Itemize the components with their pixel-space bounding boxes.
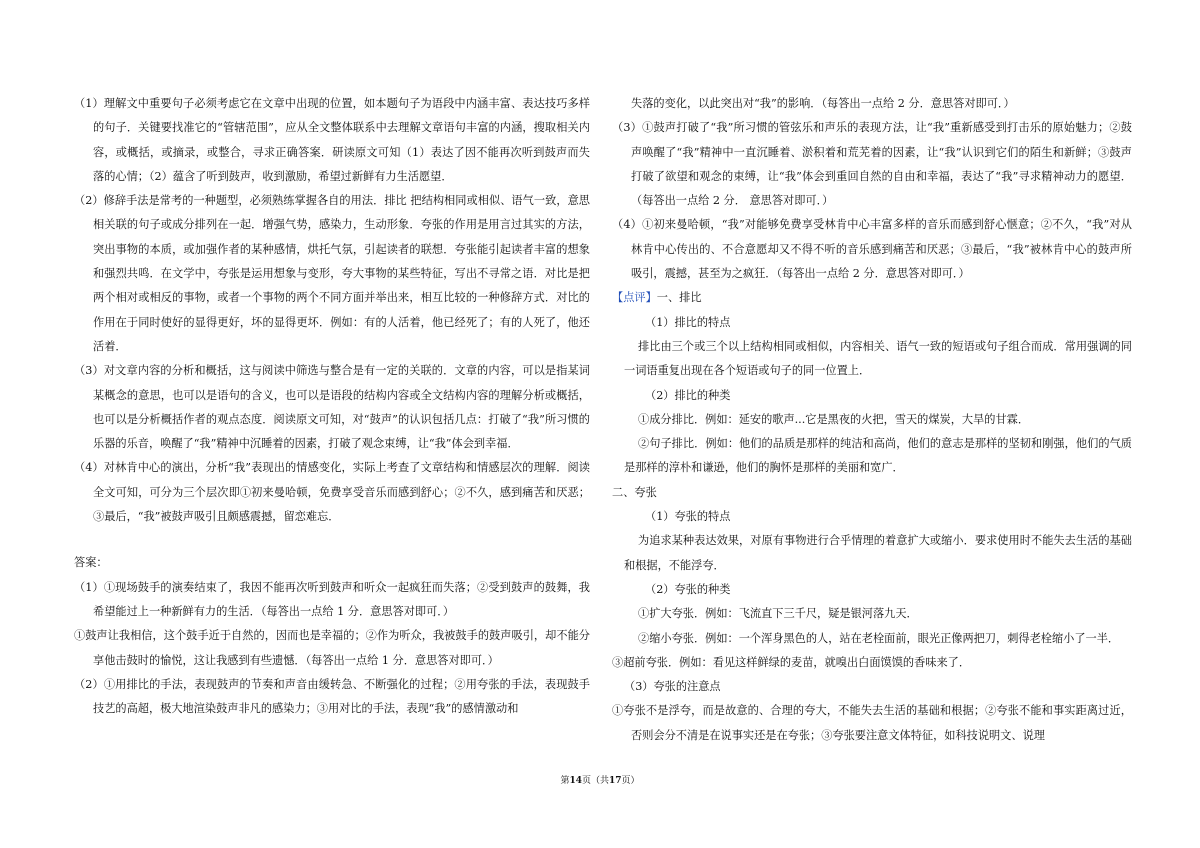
kz-feature-title: （1）夸张的特点 bbox=[645, 510, 731, 524]
answer-1b: ①鼓声让我相信，这个鼓手近于自然的，因而也是幸福的；②作为听众，我被鼓手的鼓声吸引，却不能分享他击鼓时的愉悦，这让我感到有些遗憾．（每答出一点给 1 分．意思答对即可．） bbox=[74, 629, 590, 667]
kz-kinds-title: （2）夸张的种类 bbox=[645, 582, 731, 596]
right-column bbox=[612, 92, 1132, 748]
answer-2-continued: 失落的变化，以此突出对“我”的影响．（每答出一点给 2 分．意思答对即可．） bbox=[631, 97, 1015, 110]
footer-suffix: 页） bbox=[621, 776, 640, 786]
comment-heading bbox=[612, 286, 1132, 310]
paibi-feature-title: （1）排比的特点 bbox=[645, 315, 731, 329]
paibi-kind-1: ①成分排比．例如：延安的歌声...它是黑夜的火把，雪天的煤炭，大旱的甘霖． bbox=[638, 412, 1030, 426]
kz-kind-1: ①扩大夸张．例如：飞流直下三千尺，疑是银河落九天． bbox=[638, 607, 918, 621]
kz-feature-text: 为追求某种表达效果，对原有事物进行合乎情理的着意扩大或缩小．要求使用时不能失去生活的基础和根据，不能浮夸． bbox=[624, 534, 1132, 572]
left-column bbox=[74, 92, 590, 721]
explanation-1: （1）理解文中重要句子必须考虑它在文章中出现的位置，如本题句子为语段中内涵丰富、表达技巧多样的句子．关键要找准它的“管辖范围”，应从全文整体联系中去理解文章语句丰富的内涵，搜取相关内容，或概括，或摘录，或整合，寻求正确答案．研读原文可知（1）表达了因不能再次听到鼓声而失落的心情；（2）蕴含了听到鼓声，收到激励，希望过新鲜有力生活愿望． bbox=[74, 97, 590, 183]
answer-label: 答案： bbox=[74, 556, 108, 570]
footer-prefix: 第 bbox=[560, 776, 570, 786]
explanation-4: （4）对林肯中心的演出，分析“我”表现出的情感变化，实际上考查了文章结构和情感层次的理解．阅读全文可知，可分为三个层次即①初来曼哈顿，免费享受音乐而感到舒心；②不久，感到痛苦和厌恶；③最后，“我”被鼓声吸引且颇感震撼，留恋难忘． bbox=[74, 461, 590, 524]
paibi-kind-2: ②句子排比．例如：他们的品质是那样的纯洁和高尚，他们的意志是那样的坚韧和刚强，他们的气质是那样的淳朴和谦逊，他们的胸怀是那样的美丽和宽广． bbox=[624, 437, 1132, 475]
kz-notes-title: （3）夸张的注意点 bbox=[624, 680, 721, 694]
footer-page-number: 14 bbox=[569, 776, 582, 786]
answer-2: （2）①用排比的手法，表现鼓声的节奏和声音由缓转急、不断强化的过程；②用夸张的手法，表现鼓手技艺的高超，极大地渲染鼓声非凡的感染力；③用对比的手法，表现“我”的感情激动和 bbox=[74, 677, 590, 716]
comment-tag: 【点评】 bbox=[612, 291, 657, 305]
footer-middle: 页（共 bbox=[581, 776, 609, 786]
paibi-kinds-title: （2）排比的种类 bbox=[645, 388, 731, 402]
answer-1: （1）①现场鼓手的演奏结束了，我因不能再次听到鼓声和听众一起疯狂而失落；②受到鼓声的鼓舞，我希望能过上一种新鲜有力的生活．（每答出一点给 1 分．意思答对即可．） bbox=[74, 580, 590, 618]
answer-4: （4）①初来曼哈顿，“我”对能够免费享受林肯中心丰富多样的音乐而感到舒心惬意；②不久，“我”对从林肯中心传出的、不合意愿却又不得不听的音乐感到痛苦和厌恶；③最后，“我”被林肯中心的鼓声所吸引，震撼，甚至为之疯狂．（每答出一点给 2 分．意思答对即可．） bbox=[612, 218, 1132, 281]
explanation-3: （3）对文章内容的分析和概括，这与阅读中筛选与整合是有一定的关联的．文章的内容，可以是指某词某概念的意思，也可以是语句的含义，也可以是语段的结构内容或全文结构内容的理解分析或概括，也可以是分析概括作者的观点态度．阅读原文可知，对“鼓声”的认识包括几点：打破了“我”所习惯的乐器的乐音，唤醒了“我”精神中沉睡着的因素，打破了观念束缚，让“我”体会到幸福． bbox=[74, 364, 590, 451]
spacer bbox=[74, 529, 590, 551]
kz-notes-text: ①夸张不是浮夸，而是故意的、合理的夸大，不能失去生活的基础和根据；②夸张不能和事实距离过近，否则会分不清是在说事实还是在夸张；③夸张要注意文体特征，如科技说明文、说理 bbox=[612, 704, 1132, 742]
kz-kind-3: ③超前夸张．例如：看见这样鲜绿的麦苗，就嗅出白面馍馍的香味来了． bbox=[612, 655, 971, 669]
footer-total-pages: 17 bbox=[609, 776, 622, 786]
paibi-feature-text: 排比由三个或三个以上结构相同或相似，内容相关、语气一致的短语或句子组合而成．常用强调的同一词语重复出现在各个短语或句子的同一位置上． bbox=[624, 339, 1132, 378]
page-footer bbox=[0, 773, 1200, 786]
kz-kind-2: ②缩小夸张．例如：一个浑身黑色的人，站在老栓面前，眼光正像两把刀，刺得老栓缩小了一半． bbox=[638, 631, 1120, 645]
comment-title: 一、排比 bbox=[656, 291, 702, 305]
answer-3: （3）①鼓声打破了“我”所习惯的管弦乐和声乐的表现方法，让“我”重新感受到打击乐的原始魅力；②鼓声唤醒了“我”精神中一直沉睡着、淤积着和荒芜着的因素，让“我”认识到它们的陌生和新鲜；③鼓声打破了欲望和观念的束缚，让“我”体会到重回自然的自由和幸福，表达了“我”寻求精神动力的愿望．（每答出一点给 2 分． 意思答对即可．） bbox=[612, 121, 1132, 208]
explanation-2: （2）修辞手法是常考的一种题型，必须熟练掌握各自的用法．排比 把结构相同或相似、语气一致，意思相关联的句子或成分排列在一起．增强气势，感染力，生动形象．夸张的作用是用言过其实的方法，突出事物的本质，或加强作者的某种感情，烘托气氛，引起读者的联想．夸张能引起读者丰富的想象和强烈共鸣．在文学中，夸张是运用想象与变形，夸大事物的某些特征，写出不寻常之语．对比是把两个相对或相反的事物，或者一个事物的两个不同方面并举出来，相互比较的一种修辞方式．对比的作用在于同时使好的显得更好，坏的显得更坏．例如：有的人活着，他已经死了；有的人死了，他还活着． bbox=[74, 194, 590, 353]
kuazhang-title: 二、夸张 bbox=[612, 485, 657, 499]
